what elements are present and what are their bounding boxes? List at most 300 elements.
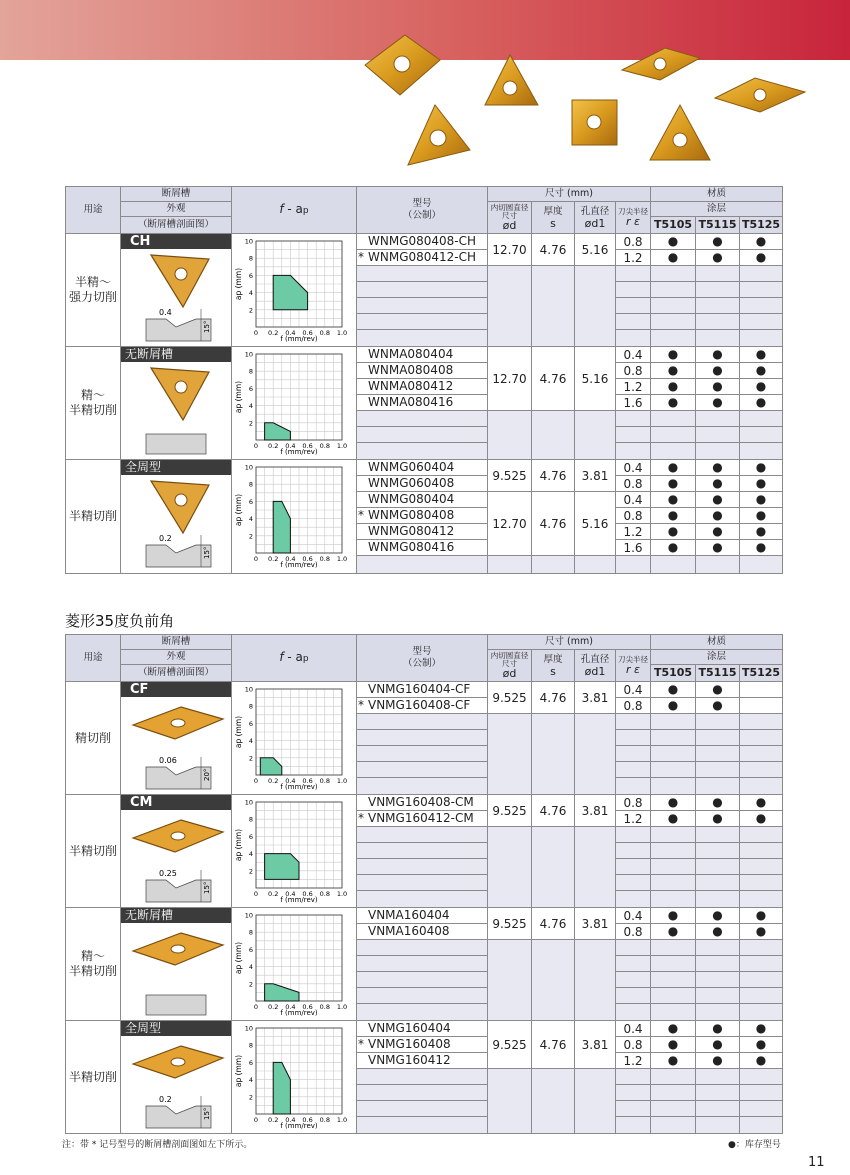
usage-text: 半精切削 [68,843,117,858]
header-chipbreaker: 断屑槽 [121,635,232,650]
empty-cell [532,714,575,795]
chart-cell [232,1021,357,1134]
model-number: WNMG080416 [368,540,455,554]
chart-cell [232,347,357,460]
empty-cell [651,1117,696,1134]
stock-dot: ● [696,250,740,266]
header-coating: 涂层 [651,650,783,665]
dim-d: 9.525 [488,795,532,827]
nose-radius: 1.2 [616,250,651,266]
empty-cell [740,988,783,1004]
empty-cell [532,556,575,574]
y-tick-label: 4 [248,402,253,411]
usage-cell [66,682,121,795]
empty-cell [740,762,783,778]
model-number: WNMA080416 [368,395,454,409]
header-model: 型号 （公制） [357,187,488,234]
section-title-vbmg: 菱形35度负前角 [65,612,175,630]
stock-dot: ● [651,476,696,492]
empty-cell [696,746,740,762]
header-section: （断屑槽剖面图） [121,217,232,234]
dim-s: 4.76 [532,908,575,940]
chipbreaker-label: 无断屑槽 [121,908,231,923]
stock-dot: ● [651,1037,696,1053]
empty-cell [616,940,651,956]
empty-cell [651,940,696,956]
empty-cell [357,988,488,1004]
model-number: WNMA080408 [368,363,454,377]
empty-cell [616,556,651,574]
empty-cell [651,714,696,730]
x-tick-label: 0.6 [302,555,313,563]
land-width-label: 0.2 [159,1095,172,1104]
empty-cell [357,1069,488,1085]
stock-legend: ●：库存型号 [728,1140,781,1150]
stock-dot: ● [740,1053,783,1069]
model-cell [357,250,488,266]
empty-cell [740,556,783,574]
usage-cell [66,908,121,1021]
nose-radius: 1.6 [616,395,651,411]
usage-cell [66,795,121,908]
chipbreaker-cell [121,460,232,574]
nose-radius: 0.4 [616,682,651,698]
empty-cell [357,330,488,347]
x-tick-label: 0 [253,777,259,785]
y-tick-label: 6 [248,832,253,841]
stock-dot: ● [696,460,740,476]
empty-cell [651,988,696,1004]
dim-d1: 5.16 [575,347,616,411]
y-tick-label: 2 [248,754,253,763]
table-row [66,234,783,250]
fap-chart-table2-2 [232,908,347,1016]
x-tick-label: 0.4 [285,1116,296,1124]
x-tick-label: 0.8 [319,329,330,337]
header-material: 材质 [651,187,783,202]
stock-dot: ● [651,540,696,556]
table-row [66,1021,783,1037]
usage-text: 半精切削 [68,403,117,417]
empty-cell [740,1117,783,1134]
empty-cell [696,940,740,956]
empty-cell [651,778,696,795]
chipbreaker-cell [121,682,232,795]
stock-dot: ● [740,379,783,395]
empty-cell [616,266,651,282]
x-tick-label: 0.4 [285,442,296,450]
x-tick-label: 0.2 [268,777,279,785]
nose-radius: 1.2 [616,379,651,395]
empty-cell [575,940,616,1021]
stock-dot: ● [740,924,783,940]
model-number: VNMG160408 [368,1037,451,1051]
insert-image [121,697,231,793]
empty-cell [651,956,696,972]
page-number: 11 [808,1155,825,1170]
x-axis-label: f (mm/rev) [280,1122,318,1129]
stock-dot: ● [740,795,783,811]
empty-cell [740,1085,783,1101]
y-tick-label: 8 [248,1041,253,1050]
empty-cell [357,298,488,314]
model-number: VNMG160404 [368,1021,451,1035]
empty-cell [740,443,783,460]
empty-cell [696,714,740,730]
empty-cell [696,556,740,574]
grade-t5125: T5125 [740,665,783,682]
insert-image [121,923,231,1019]
empty-cell [575,266,616,347]
empty-cell [740,411,783,427]
nose-radius: 0.8 [616,924,651,940]
usage-cell [66,460,121,574]
empty-cell [651,427,696,443]
empty-cell [696,843,740,859]
nose-radius: 0.8 [616,234,651,250]
empty-cell [357,730,488,746]
x-tick-label: 0.4 [285,555,296,563]
nose-radius: 0.4 [616,347,651,363]
empty-cell [696,859,740,875]
stock-dot: ● [740,234,783,250]
empty-cell [696,891,740,908]
rake-angle-label: 15° [203,546,211,559]
empty-cell [616,1101,651,1117]
empty-cell [740,956,783,972]
usage-text: 强力切削 [68,290,117,304]
chipbreaker-label: CH [121,234,231,249]
stock-dot: ● [696,1021,740,1037]
x-axis-label: f (mm/rev) [280,335,318,342]
empty-cell [357,762,488,778]
empty-cell [651,762,696,778]
y-tick-label: 6 [248,945,253,954]
empty-cell [532,1069,575,1134]
x-axis-label: f (mm/rev) [280,896,318,903]
insert-rhombus-2 [622,48,700,80]
x-tick-label: 0.8 [319,1003,330,1011]
dim-s: 4.76 [532,682,575,714]
model-number: VNMG160412-CM [368,811,474,825]
empty-cell [616,859,651,875]
empty-cell [616,1069,651,1085]
header-appearance: 外观 [121,202,232,217]
empty-cell [740,940,783,956]
empty-cell [696,427,740,443]
nose-radius: 1.6 [616,540,651,556]
empty-cell [575,1069,616,1134]
model-cell [357,1053,488,1069]
grade-t5115: T5115 [696,665,740,682]
stock-dot: ● [696,524,740,540]
x-tick-label: 1.0 [336,890,347,898]
chipbreaker-cell [121,1021,232,1134]
x-tick-label: 0 [253,329,259,337]
empty-cell [532,266,575,347]
nose-radius: 0.4 [616,492,651,508]
empty-cell [616,730,651,746]
y-tick-label: 10 [244,685,253,694]
x-axis-label: f (mm/rev) [280,561,318,568]
header-nose: 刀尖半径 r ε [616,202,651,234]
fap-chart-table2-3 [232,1021,347,1129]
chart-cell [232,234,357,347]
y-tick-label: 2 [248,867,253,876]
y-tick-label: 8 [248,367,253,376]
empty-cell [740,330,783,347]
x-tick-label: 0.2 [268,1003,279,1011]
land-width-label: 0.4 [159,308,172,317]
insert-rhombus-1 [365,35,440,95]
stock-dot: ● [740,524,783,540]
stock-dot: ● [651,508,696,524]
y-axis-label: ap (mm) [234,828,243,862]
empty-cell [651,314,696,330]
model-number: VNMG160408-CF [368,698,471,712]
chart-cell [232,682,357,795]
table-row [66,908,783,924]
model-number: VNMA160408 [368,924,450,938]
grade-t5115: T5115 [696,217,740,234]
x-tick-label: 0.8 [319,1116,330,1124]
dim-d1: 5.16 [575,234,616,266]
y-tick-label: 2 [248,980,253,989]
empty-cell [532,940,575,1021]
fap-chart-table1-0 [232,234,347,342]
x-tick-label: 0.2 [268,329,279,337]
empty-cell [357,940,488,956]
empty-cell [616,411,651,427]
model-cell [357,524,488,540]
empty-cell [651,266,696,282]
nose-radius: 0.4 [616,1021,651,1037]
empty-cell [616,956,651,972]
empty-cell [651,1004,696,1021]
empty-cell [575,411,616,460]
dim-d: 12.70 [488,234,532,266]
stock-dot: ● [651,682,696,698]
model-number: WNMA080404 [368,347,454,361]
model-cell [357,379,488,395]
empty-cell [696,875,740,891]
stock-dot [740,698,783,714]
model-number: WNMA080412 [368,379,454,393]
empty-cell [651,1085,696,1101]
model-cell [357,908,488,924]
stock-dot: ● [740,1037,783,1053]
y-tick-label: 6 [248,719,253,728]
nose-radius: 0.8 [616,508,651,524]
empty-cell [532,827,575,908]
empty-cell [696,330,740,347]
model-number: VNMG160412 [368,1053,451,1067]
model-cell [357,1037,488,1053]
model-cell [357,795,488,811]
grade-t5105: T5105 [651,665,696,682]
empty-cell [616,298,651,314]
model-number: WNMG080412-CH [368,250,477,264]
empty-cell [616,762,651,778]
stock-dot: ● [651,795,696,811]
land-width-label: 0.2 [159,534,172,543]
header-hole: 孔直径 ød1 [575,650,616,682]
empty-cell [740,972,783,988]
empty-cell [740,827,783,843]
x-tick-label: 0 [253,442,259,450]
x-axis-label: f (mm/rev) [280,783,318,790]
y-tick-label: 8 [248,815,253,824]
empty-cell [357,714,488,730]
table-row [66,460,783,476]
nose-radius: 0.8 [616,1037,651,1053]
header-nose: 刀尖半径 r ε [616,650,651,682]
dim-d: 9.525 [488,908,532,940]
stock-dot: ● [651,1021,696,1037]
fap-chart-table1-2 [232,460,347,568]
empty-cell [651,1069,696,1085]
stock-dot: ● [696,811,740,827]
dim-s: 4.76 [532,1021,575,1069]
empty-cell [696,730,740,746]
header-hole: 孔直径 ød1 [575,202,616,234]
empty-cell [651,875,696,891]
model-cell [357,811,488,827]
insert-square-1 [572,100,617,145]
model-cell [357,476,488,492]
table-row [66,682,783,698]
x-tick-label: 0 [253,555,259,563]
empty-cell [740,875,783,891]
usage-text: 精～ [80,949,105,963]
x-tick-label: 0.6 [302,329,313,337]
stock-dot: ● [696,234,740,250]
empty-cell [616,443,651,460]
model-number: VNMG160408-CM [368,795,474,809]
insert-triangle-1 [485,55,538,105]
empty-cell [575,556,616,574]
dim-d: 9.525 [488,460,532,492]
header-thickness: 厚度 s [532,650,575,682]
stock-dot: ● [696,908,740,924]
spec-table-rhombus35 [65,634,783,1134]
stock-dot: ● [696,476,740,492]
empty-cell [616,827,651,843]
dim-d1: 3.81 [575,682,616,714]
model-cell [357,234,488,250]
insert-rhombus-3 [715,78,805,112]
empty-cell [740,843,783,859]
model-cell [357,682,488,698]
empty-cell [740,427,783,443]
model-number: WNMG080404 [368,492,455,506]
y-tick-label: 4 [248,289,253,298]
empty-cell [357,972,488,988]
empty-cell [616,972,651,988]
grade-t5105: T5105 [651,217,696,234]
rake-angle-label: 15° [203,320,211,333]
empty-cell [616,314,651,330]
stock-dot: ● [740,363,783,379]
insert-image [121,475,231,571]
x-tick-label: 0.6 [302,1116,313,1124]
model-number: WNMG060408 [368,476,455,490]
nose-radius: 0.4 [616,908,651,924]
usage-text: 半精切削 [68,964,117,978]
model-cell [357,347,488,363]
x-tick-label: 1.0 [336,329,347,337]
dim-d1: 5.16 [575,492,616,556]
header-ic: 内切圆直径 尺寸 ød [488,202,532,234]
header-f-ap: f - ap [232,635,357,682]
flat-profile [146,434,206,454]
model-cell [357,924,488,940]
empty-cell [357,282,488,298]
x-axis-label: f (mm/rev) [280,1009,318,1016]
stock-star: * [358,1037,364,1051]
empty-cell [651,972,696,988]
empty-cell [696,762,740,778]
empty-cell [357,746,488,762]
empty-cell [616,282,651,298]
empty-cell [696,314,740,330]
y-tick-label: 4 [248,737,253,746]
stock-dot: ● [696,492,740,508]
chipbreaker-label: CM [121,795,231,810]
empty-cell [616,843,651,859]
chart-cell [232,908,357,1021]
model-number: VNMA160404 [368,908,450,922]
empty-cell [488,266,532,347]
nose-radius: 1.2 [616,1053,651,1069]
chipbreaker-label: 无断屑槽 [121,347,231,362]
nose-radius: 0.8 [616,795,651,811]
empty-cell [740,891,783,908]
header-appearance: 外观 [121,650,232,665]
stock-dot: ● [651,698,696,714]
header-usage: 用途 [66,187,121,234]
usage-cell [66,347,121,460]
stock-dot: ● [740,250,783,266]
x-tick-label: 0.6 [302,777,313,785]
empty-cell [651,827,696,843]
empty-cell [740,266,783,282]
stock-dot: ● [651,395,696,411]
empty-cell [740,730,783,746]
empty-cell [616,778,651,795]
stock-dot: ● [651,524,696,540]
insert-triangle-2 [650,105,710,160]
x-tick-label: 0.6 [302,442,313,450]
nose-radius: 1.2 [616,524,651,540]
stock-star: * [358,811,364,825]
dim-s: 4.76 [532,234,575,266]
empty-cell [488,411,532,460]
y-axis-label: ap (mm) [234,267,243,301]
x-tick-label: 0.8 [319,890,330,898]
y-tick-label: 8 [248,702,253,711]
empty-cell [357,1117,488,1134]
stock-dot: ● [651,363,696,379]
empty-cell [616,1117,651,1134]
stock-star: * [358,698,364,712]
model-cell [357,460,488,476]
operating-region [273,501,290,553]
x-tick-label: 1.0 [336,777,347,785]
header-ic: 内切圆直径 尺寸 ød [488,650,532,682]
y-tick-label: 2 [248,532,253,541]
usage-cell [66,234,121,347]
